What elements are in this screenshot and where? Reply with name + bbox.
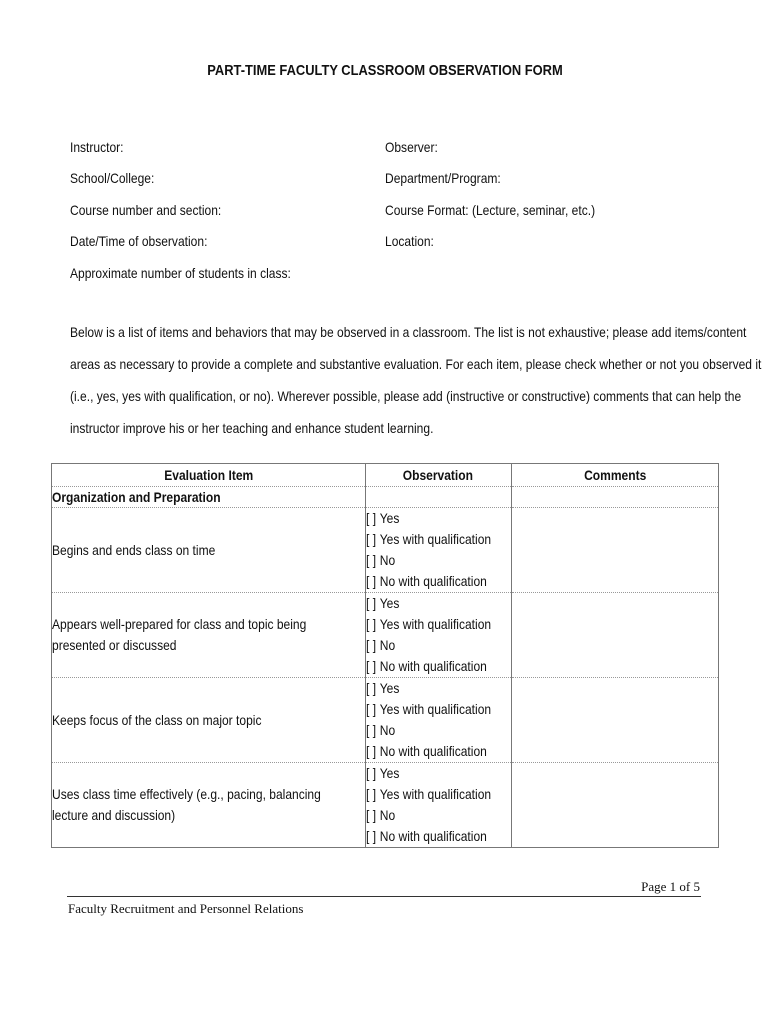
evaluation-item: Begins and ends class on time: [52, 508, 366, 593]
checkbox: [ ]: [365, 531, 376, 547]
evaluation-item: Keeps focus of the class on major topic: [52, 678, 366, 763]
checkbox: [ ]: [365, 828, 376, 844]
footer-organization: Faculty Recruitment and Personnel Relations: [68, 901, 304, 916]
option-yes[interactable]: [ ] Yes: [366, 763, 491, 784]
option-yes[interactable]: [ ] Yes: [366, 508, 491, 529]
department-label: Department/Program:: [385, 170, 501, 186]
section-row: [52, 487, 719, 508]
date-time-label: Date/Time of observation:: [70, 233, 208, 249]
checkbox: [ ]: [365, 510, 376, 526]
checkbox: [ ]: [365, 637, 376, 653]
option-yes-with-qualification[interactable]: [ ] Yes with qualification: [366, 784, 491, 805]
option-no[interactable]: [ ] No: [366, 720, 491, 741]
header-comments: Comments: [512, 464, 719, 487]
option-no-with-qualification[interactable]: [ ] No with qualification: [366, 571, 491, 592]
comments-cell[interactable]: [512, 678, 719, 763]
comments-cell[interactable]: [512, 763, 719, 848]
course-format-label: Course Format: (Lecture, seminar, etc.): [385, 202, 596, 218]
checkbox: [ ]: [365, 573, 376, 589]
option-no[interactable]: [ ] No: [366, 550, 491, 571]
option-yes-with-qualification[interactable]: [ ] Yes with qualification: [366, 529, 491, 550]
observation-options: [365, 593, 511, 678]
header-evaluation-item: Evaluation Item: [52, 464, 366, 487]
comments-cell[interactable]: [512, 508, 719, 593]
checkbox: [ ]: [365, 786, 376, 802]
observation-options: [365, 508, 511, 593]
instructions-line: Below is a list of items and behaviors that may be observed in a classroom. The list is not exhaustive; please add items/content: [70, 324, 747, 340]
checkbox: [ ]: [365, 616, 376, 632]
form-title: PART-TIME FACULTY CLASSROOM OBSERVATION FORM: [207, 62, 563, 79]
checkbox: [ ]: [365, 807, 376, 823]
school-label: School/College:: [70, 170, 155, 186]
checkbox: [ ]: [365, 765, 376, 781]
footer-divider: [67, 896, 701, 897]
observation-options: [365, 763, 511, 848]
checkbox: [ ]: [365, 743, 376, 759]
section-title: Organization and Preparation: [52, 487, 366, 508]
option-no-with-qualification[interactable]: [ ] No with qualification: [366, 826, 491, 847]
evaluation-table: [51, 463, 719, 848]
observer-label: Observer:: [385, 139, 438, 155]
evaluation-item: Appears well-prepared for class and topic being presented or discussed: [52, 593, 366, 678]
course-number-label: Course number and section:: [70, 202, 222, 218]
instructions-line: instructor improve his or her teaching and enhance student learning.: [70, 420, 434, 436]
section-comments-cell: [512, 487, 719, 508]
option-no-with-qualification[interactable]: [ ] No with qualification: [366, 656, 491, 677]
instructor-label: Instructor:: [70, 139, 124, 155]
instructions-line: (i.e., yes, yes with qualification, or no). Wherever possible, please add (instructive or constructive) comments that can help the: [70, 388, 742, 404]
table-row: [52, 678, 719, 763]
checkbox: [ ]: [365, 680, 376, 696]
option-yes[interactable]: [ ] Yes: [366, 593, 491, 614]
option-no[interactable]: [ ] No: [366, 805, 491, 826]
checkbox: [ ]: [365, 552, 376, 568]
option-yes-with-qualification[interactable]: [ ] Yes with qualification: [366, 614, 491, 635]
checkbox: [ ]: [365, 595, 376, 611]
students-label: Approximate number of students in class:: [70, 265, 291, 281]
option-yes-with-qualification[interactable]: [ ] Yes with qualification: [366, 699, 491, 720]
section-observation-cell: [365, 487, 511, 508]
table-row: [52, 593, 719, 678]
option-no[interactable]: [ ] No: [366, 635, 491, 656]
checkbox: [ ]: [365, 722, 376, 738]
table-row: [52, 763, 719, 848]
checkbox: [ ]: [365, 701, 376, 717]
instructions-paragraph: [70, 316, 762, 444]
instructions-line: areas as necessary to provide a complete and substantive evaluation. For each item, please check whether or not you observed it: [70, 356, 762, 372]
page-number: Page 1 of 5: [641, 879, 700, 894]
option-yes[interactable]: [ ] Yes: [366, 678, 491, 699]
observation-options: [365, 678, 511, 763]
comments-cell[interactable]: [512, 593, 719, 678]
checkbox: [ ]: [365, 658, 376, 674]
header-observation: Observation: [365, 464, 511, 487]
option-no-with-qualification[interactable]: [ ] No with qualification: [366, 741, 491, 762]
table-row: [52, 508, 719, 593]
location-label: Location:: [385, 233, 434, 249]
table-header-row: [52, 464, 719, 487]
evaluation-item: Uses class time effectively (e.g., pacing, balancing lecture and discussion): [52, 763, 366, 848]
